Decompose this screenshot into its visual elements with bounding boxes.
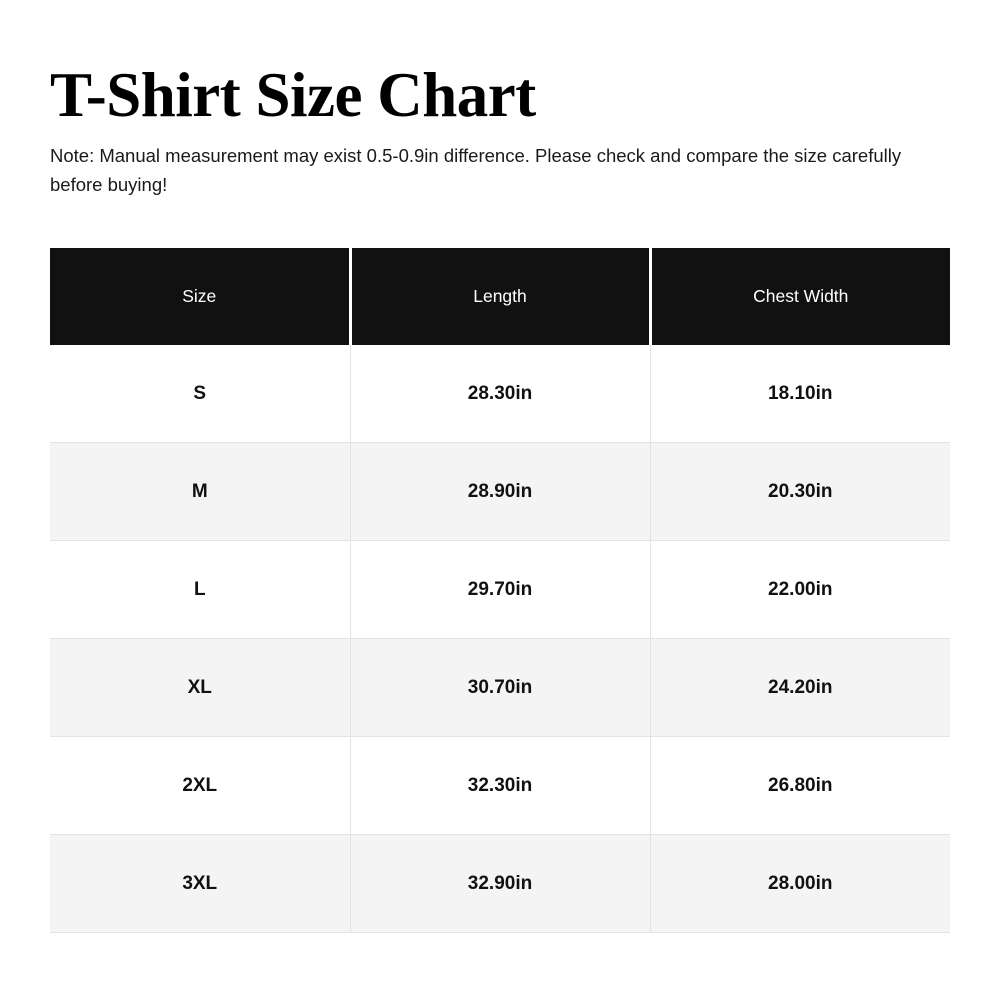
- cell-size: M: [50, 443, 350, 541]
- cell-chest-width: 26.80in: [650, 737, 950, 835]
- table-row: [50, 835, 950, 933]
- cell-length: 32.90in: [350, 835, 650, 933]
- size-chart-table-wrapper: [50, 248, 950, 933]
- table-row: [50, 639, 950, 737]
- page-title: T-Shirt Size Chart: [50, 60, 536, 130]
- cell-length: 29.70in: [350, 541, 650, 639]
- table-header: [50, 248, 950, 345]
- table-header-row: [50, 248, 950, 345]
- size-chart-table: [50, 248, 950, 933]
- cell-chest-width: 24.20in: [650, 639, 950, 737]
- cell-size: XL: [50, 639, 350, 737]
- cell-length: 28.30in: [350, 345, 650, 443]
- column-header-length: Length: [350, 248, 650, 345]
- cell-length: 32.30in: [350, 737, 650, 835]
- cell-length: 30.70in: [350, 639, 650, 737]
- cell-size: 3XL: [50, 835, 350, 933]
- table-row: [50, 737, 950, 835]
- cell-chest-width: 18.10in: [650, 345, 950, 443]
- column-header-size: Size: [50, 248, 350, 345]
- table-row: [50, 345, 950, 443]
- table-body: [50, 345, 950, 933]
- cell-size: L: [50, 541, 350, 639]
- cell-chest-width: 28.00in: [650, 835, 950, 933]
- table-row: [50, 443, 950, 541]
- measurement-note: Note: Manual measurement may exist 0.5-0.9in difference. Please check and compare the size carefully before buying!: [50, 145, 902, 195]
- column-header-chest-width: Chest Width: [650, 248, 950, 345]
- table-row: [50, 541, 950, 639]
- cell-chest-width: 22.00in: [650, 541, 950, 639]
- cell-size: 2XL: [50, 737, 350, 835]
- cell-size: S: [50, 345, 350, 443]
- cell-chest-width: 20.30in: [650, 443, 950, 541]
- cell-length: 28.90in: [350, 443, 650, 541]
